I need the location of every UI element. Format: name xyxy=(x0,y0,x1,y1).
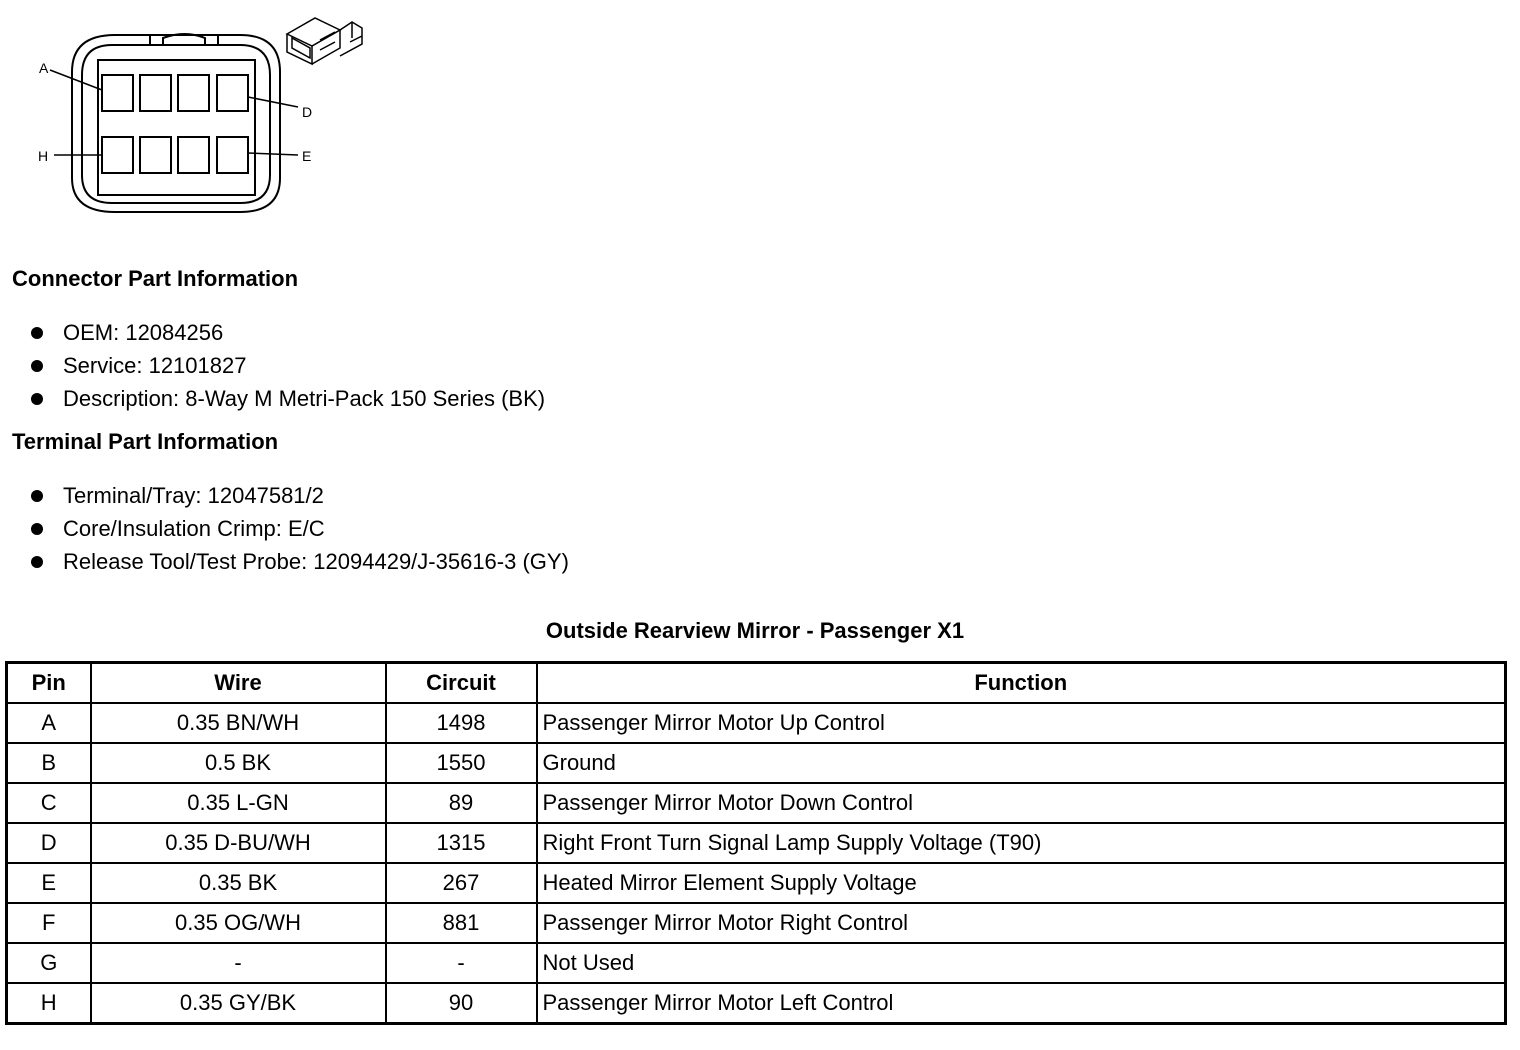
cell-function: Heated Mirror Element Supply Voltage xyxy=(537,863,1506,903)
table-header-row xyxy=(7,663,1506,704)
cell-pin: F xyxy=(7,903,91,943)
cell-wire: 0.35 L-GN xyxy=(91,783,386,823)
cell-circuit: 1315 xyxy=(386,823,537,863)
cell-function: Ground xyxy=(537,743,1506,783)
cell-circuit: 1498 xyxy=(386,703,537,743)
column-header-pin: Pin xyxy=(7,663,91,704)
connector-part-info-list xyxy=(30,316,545,415)
bullet-icon xyxy=(31,327,43,339)
list-item xyxy=(30,316,545,349)
cell-wire: 0.35 OG/WH xyxy=(91,903,386,943)
cell-function: Passenger Mirror Motor Left Control xyxy=(537,983,1506,1024)
cell-function: Not Used xyxy=(537,943,1506,983)
list-item-text: OEM: 12084256 xyxy=(63,319,224,345)
bullet-icon xyxy=(31,490,43,502)
cell-pin: G xyxy=(7,943,91,983)
cell-pin: B xyxy=(7,743,91,783)
cell-circuit: 90 xyxy=(386,983,537,1024)
cell-wire: 0.35 D-BU/WH xyxy=(91,823,386,863)
cell-wire: 0.5 BK xyxy=(91,743,386,783)
table-row xyxy=(7,743,1506,783)
connector-isometric-icon xyxy=(287,18,362,64)
cell-function: Passenger Mirror Motor Right Control xyxy=(537,903,1506,943)
list-item xyxy=(30,512,569,545)
cell-wire: 0.35 GY/BK xyxy=(91,983,386,1024)
cell-function: Passenger Mirror Motor Down Control xyxy=(537,783,1506,823)
column-header-circuit: Circuit xyxy=(386,663,537,704)
pin-label-e: E xyxy=(302,148,312,164)
cell-pin: H xyxy=(7,983,91,1024)
terminal-part-info-list xyxy=(30,479,569,578)
list-item xyxy=(30,349,545,382)
list-item-text: Service: 12101827 xyxy=(63,352,247,378)
pin-label-a: A xyxy=(39,60,49,76)
table-row xyxy=(7,903,1506,943)
table-row xyxy=(7,823,1506,863)
cell-circuit: 881 xyxy=(386,903,537,943)
cell-circuit: 89 xyxy=(386,783,537,823)
cell-circuit: - xyxy=(386,943,537,983)
cell-function: Right Front Turn Signal Lamp Supply Voltage (T90) xyxy=(537,823,1506,863)
cell-wire: - xyxy=(91,943,386,983)
cell-pin: D xyxy=(7,823,91,863)
list-item-text: Terminal/Tray: 12047581/2 xyxy=(63,482,324,508)
pinout-table xyxy=(5,661,1507,1025)
cell-circuit: 267 xyxy=(386,863,537,903)
connector-part-info-heading: Connector Part Information xyxy=(12,266,299,291)
list-item-text: Description: 8-Way M Metri-Pack 150 Series (BK) xyxy=(63,385,546,411)
pin-label-d: D xyxy=(302,104,313,120)
column-header-function: Function xyxy=(537,663,1506,704)
list-item-text: Release Tool/Test Probe: 12094429/J-35616-3 (GY) xyxy=(63,548,569,574)
table-row xyxy=(7,863,1506,903)
cell-function: Passenger Mirror Motor Up Control xyxy=(537,703,1506,743)
cell-pin: C xyxy=(7,783,91,823)
bullet-icon xyxy=(31,360,43,372)
bullet-icon xyxy=(31,556,43,568)
table-row xyxy=(7,783,1506,823)
list-item xyxy=(30,545,569,578)
list-item xyxy=(30,479,569,512)
connector-diagram xyxy=(0,0,380,225)
list-item xyxy=(30,382,545,415)
bullet-icon xyxy=(31,393,43,405)
table-row xyxy=(7,983,1506,1024)
pin-label-h: H xyxy=(38,148,49,164)
cell-wire: 0.35 BK xyxy=(91,863,386,903)
cell-circuit: 1550 xyxy=(386,743,537,783)
table-title: Outside Rearview Mirror - Passenger X1 xyxy=(545,618,965,643)
cell-pin: A xyxy=(7,703,91,743)
cell-wire: 0.35 BN/WH xyxy=(91,703,386,743)
list-item-text: Core/Insulation Crimp: E/C xyxy=(63,515,325,541)
bullet-icon xyxy=(31,523,43,535)
table-row xyxy=(7,943,1506,983)
column-header-wire: Wire xyxy=(91,663,386,704)
cell-pin: E xyxy=(7,863,91,903)
terminal-part-info-heading: Terminal Part Information xyxy=(12,429,279,454)
table-row xyxy=(7,703,1506,743)
